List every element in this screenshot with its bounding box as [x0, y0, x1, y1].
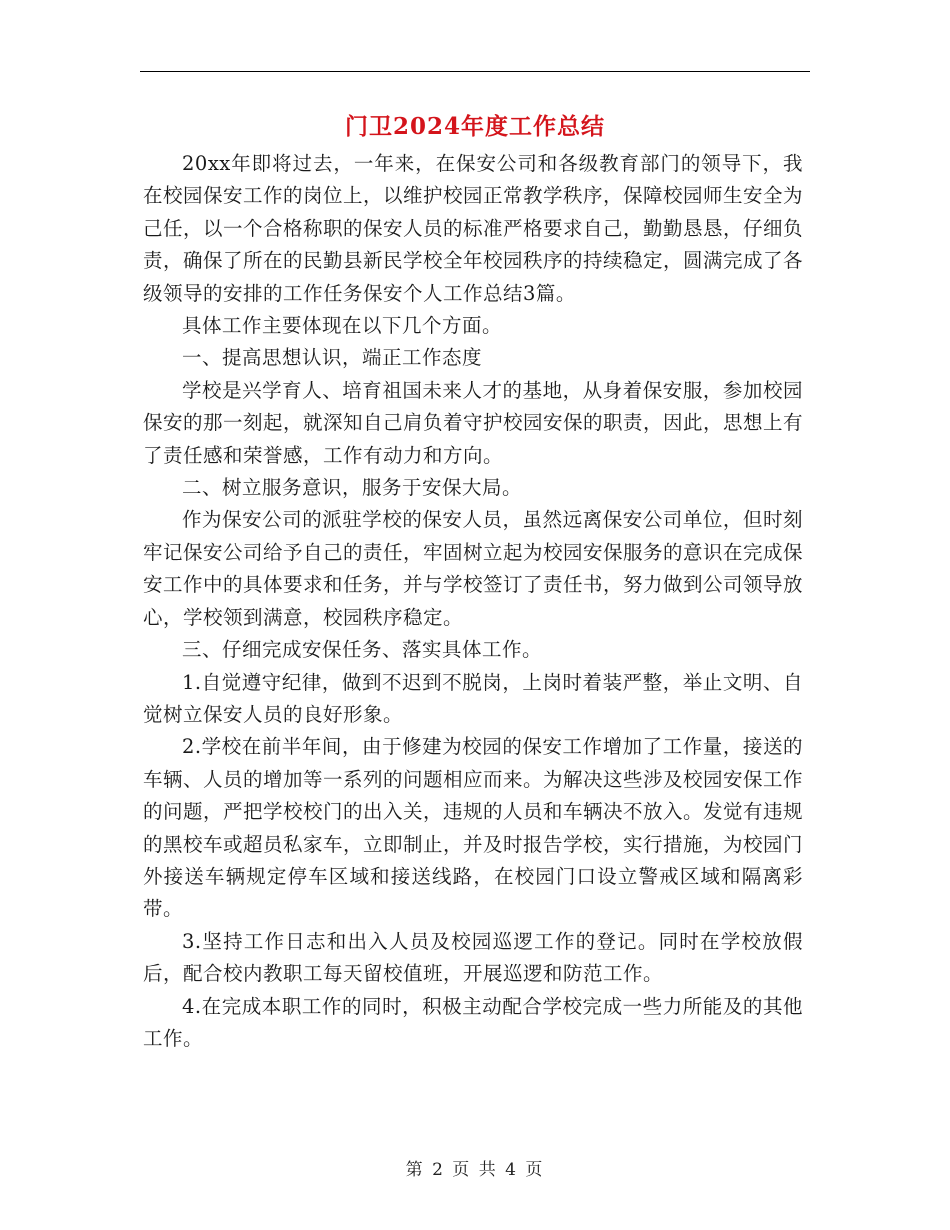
paragraph-section-2: 作为保安公司的派驻学校的保安人员，虽然远离保安公司单位，但时刻牢记保安公司给予自己的责任，牢固树立起为校园安保服务的意识在完成保安工作中的具体要求和任务，并与学校签订了责任书，努力做到公司领导放心，学校领到满意，校园秩序稳定。 [143, 508, 804, 629]
list-item-4: 4.在完成本职工作的同时，积极主动配合学校完成一些力所能及的其他工作。 [143, 994, 803, 1050]
section-heading-2: 二、树立服务意识，服务于安保大局。 [182, 476, 523, 500]
section-heading-3: 三、仔细完成安保任务、落实具体工作。 [182, 638, 543, 662]
paragraph-overview: 具体工作主要体现在以下几个方面。 [182, 314, 503, 338]
page-number-footer: 第 2 页 共 4 页 [405, 1160, 545, 1180]
list-item-1: 1.自觉遵守纪律，做到不迟到不脱岗，上岗时着装严整，举止文明、自觉树立保安人员的良好形象。 [143, 670, 803, 726]
section-heading-1: 一、提高思想认识，端正工作态度 [182, 346, 483, 370]
paragraph-section-1: 学校是兴学育人、培育祖国未来人才的基地，从身着保安服，参加校园保安的那一刻起，就深知自己肩负着守护校园安保的职责，因此，思想上有了责任感和荣誉感，工作有动力和方向。 [143, 378, 804, 467]
list-item-3: 3.坚持工作日志和出入人员及校园巡逻工作的登记。同时在学校放假后，配合校内教职工每天留校值班，开展巡逻和防范工作。 [143, 929, 803, 986]
document-body [143, 148, 803, 1055]
list-item-2: 2.学校在前半年间，由于修建为校园的保安工作增加了工作量，接送的车辆、人员的增加等一系列的问题相应而来。为解决这些涉及校园安保工作的问题，严把学校校门的出入关，违规的人员和车辆决不放入。发觉有违规的黑校车或超员私家车，立即制止，并及时报告学校，实行措施，为校园门外接送车辆规定停车区域和接送线路，在校园门口设立警戒区域和隔离彩带。 [143, 735, 804, 921]
header-rule [140, 71, 810, 72]
document-title: 门卫2024年度工作总结 [344, 113, 605, 140]
paragraph-intro: 20xx年即将过去，一年来，在保安公司和各级教育部门的领导下，我在校园保安工作的岗位上，以维护校园正常教学秩序，保障校园师生安全为己任，以一个合格称职的保安人员的标准严格要求自己，勤勤恳恳，仔细负责，确保了所在的民勤县新民学校全年校园秩序的持续稳定，圆满完成了各级领导的安排的工作任务保安个人工作总结3篇。 [143, 152, 804, 305]
